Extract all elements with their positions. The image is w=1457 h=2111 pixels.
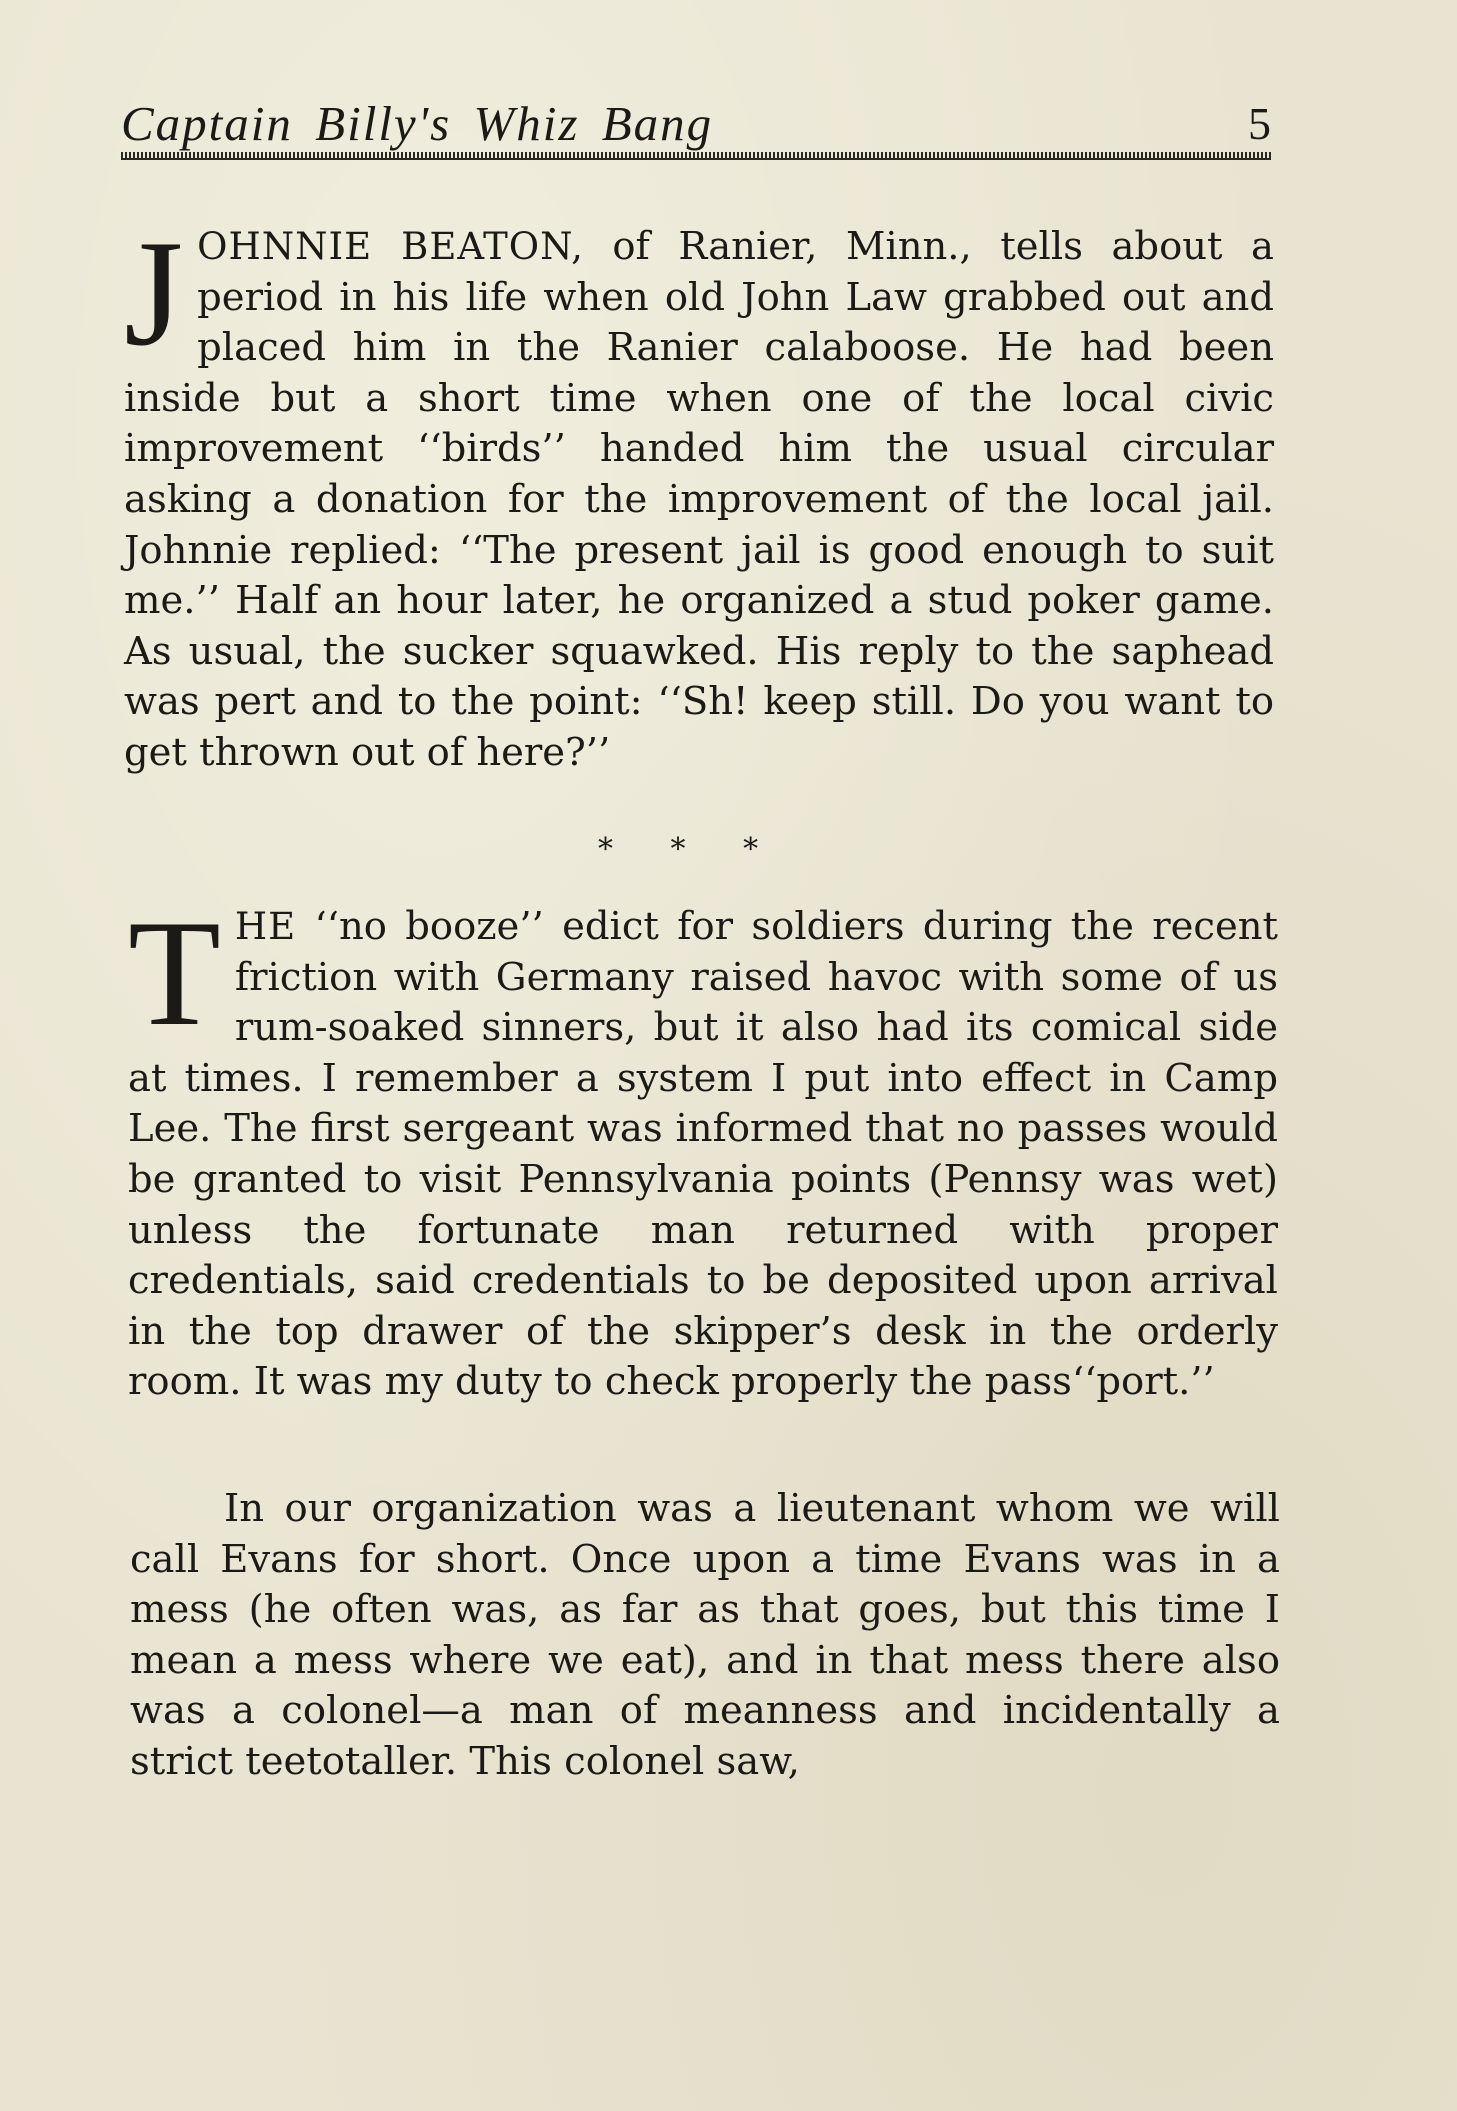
story-johnnie-beaton	[124, 209, 1274, 779]
drop-cap: J	[124, 209, 184, 377]
story-evans-paragraph: In our organization was a lieutenant whom we will call Evans for short. Once upon a time Evans was in a mess (he often was, as far as that goes, but this time I mean a mess where we eat), and in that mess there also was a colonel—a man of meanness and incidentally a strict teetotaller. This colonel saw,	[130, 1486, 1280, 1784]
running-header	[121, 94, 1271, 154]
story-body-text: ‘‘no booze’’ edict for soldiers during the recent friction with Germany raised havoc with some of us rum-soaked sinners, but it also had its comical side at times. I remember a system I put into effect in Camp Lee. The first sergeant was informed that no passes would be granted to visit Pennsylvania points (Pennsy was wet) unless the fortunate man returned with proper credentials, said credentials to be deposited upon arrival in the top drawer of the skipper’s desk in the orderly room. It was my duty to check properly the pass‘‘port.’’	[128, 904, 1278, 1405]
magazine-title: Captain Billy's Whiz Bang	[121, 96, 714, 151]
drop-cap: T	[128, 889, 221, 1057]
story-body-text: of Ranier, Minn., tells about a period in his life when old John Law grabbed out and placed him in the Ranier calaboose. He had been inside but a short time when one of the local civic improvement ‘‘birds’’ handed him the usual circular asking a donation for the improvement of the local jail. Johnnie replied: ‘‘The present jail is good enough to suit me.’’ Half an hour later, he organized a stud poker game. As usual, the sucker squawked. His reply to the saphead was pert and to the point: ‘‘Sh! keep still. Do you want to get thrown out of here?’’	[124, 224, 1274, 775]
story-lead-words: OHNNIE BEATON,	[197, 225, 584, 268]
header-rule	[121, 152, 1271, 160]
story-lead-words: HE	[234, 905, 297, 948]
story-no-booze	[128, 889, 1278, 1408]
page-number: 5	[1248, 98, 1271, 149]
section-separator: * * *	[598, 832, 759, 867]
